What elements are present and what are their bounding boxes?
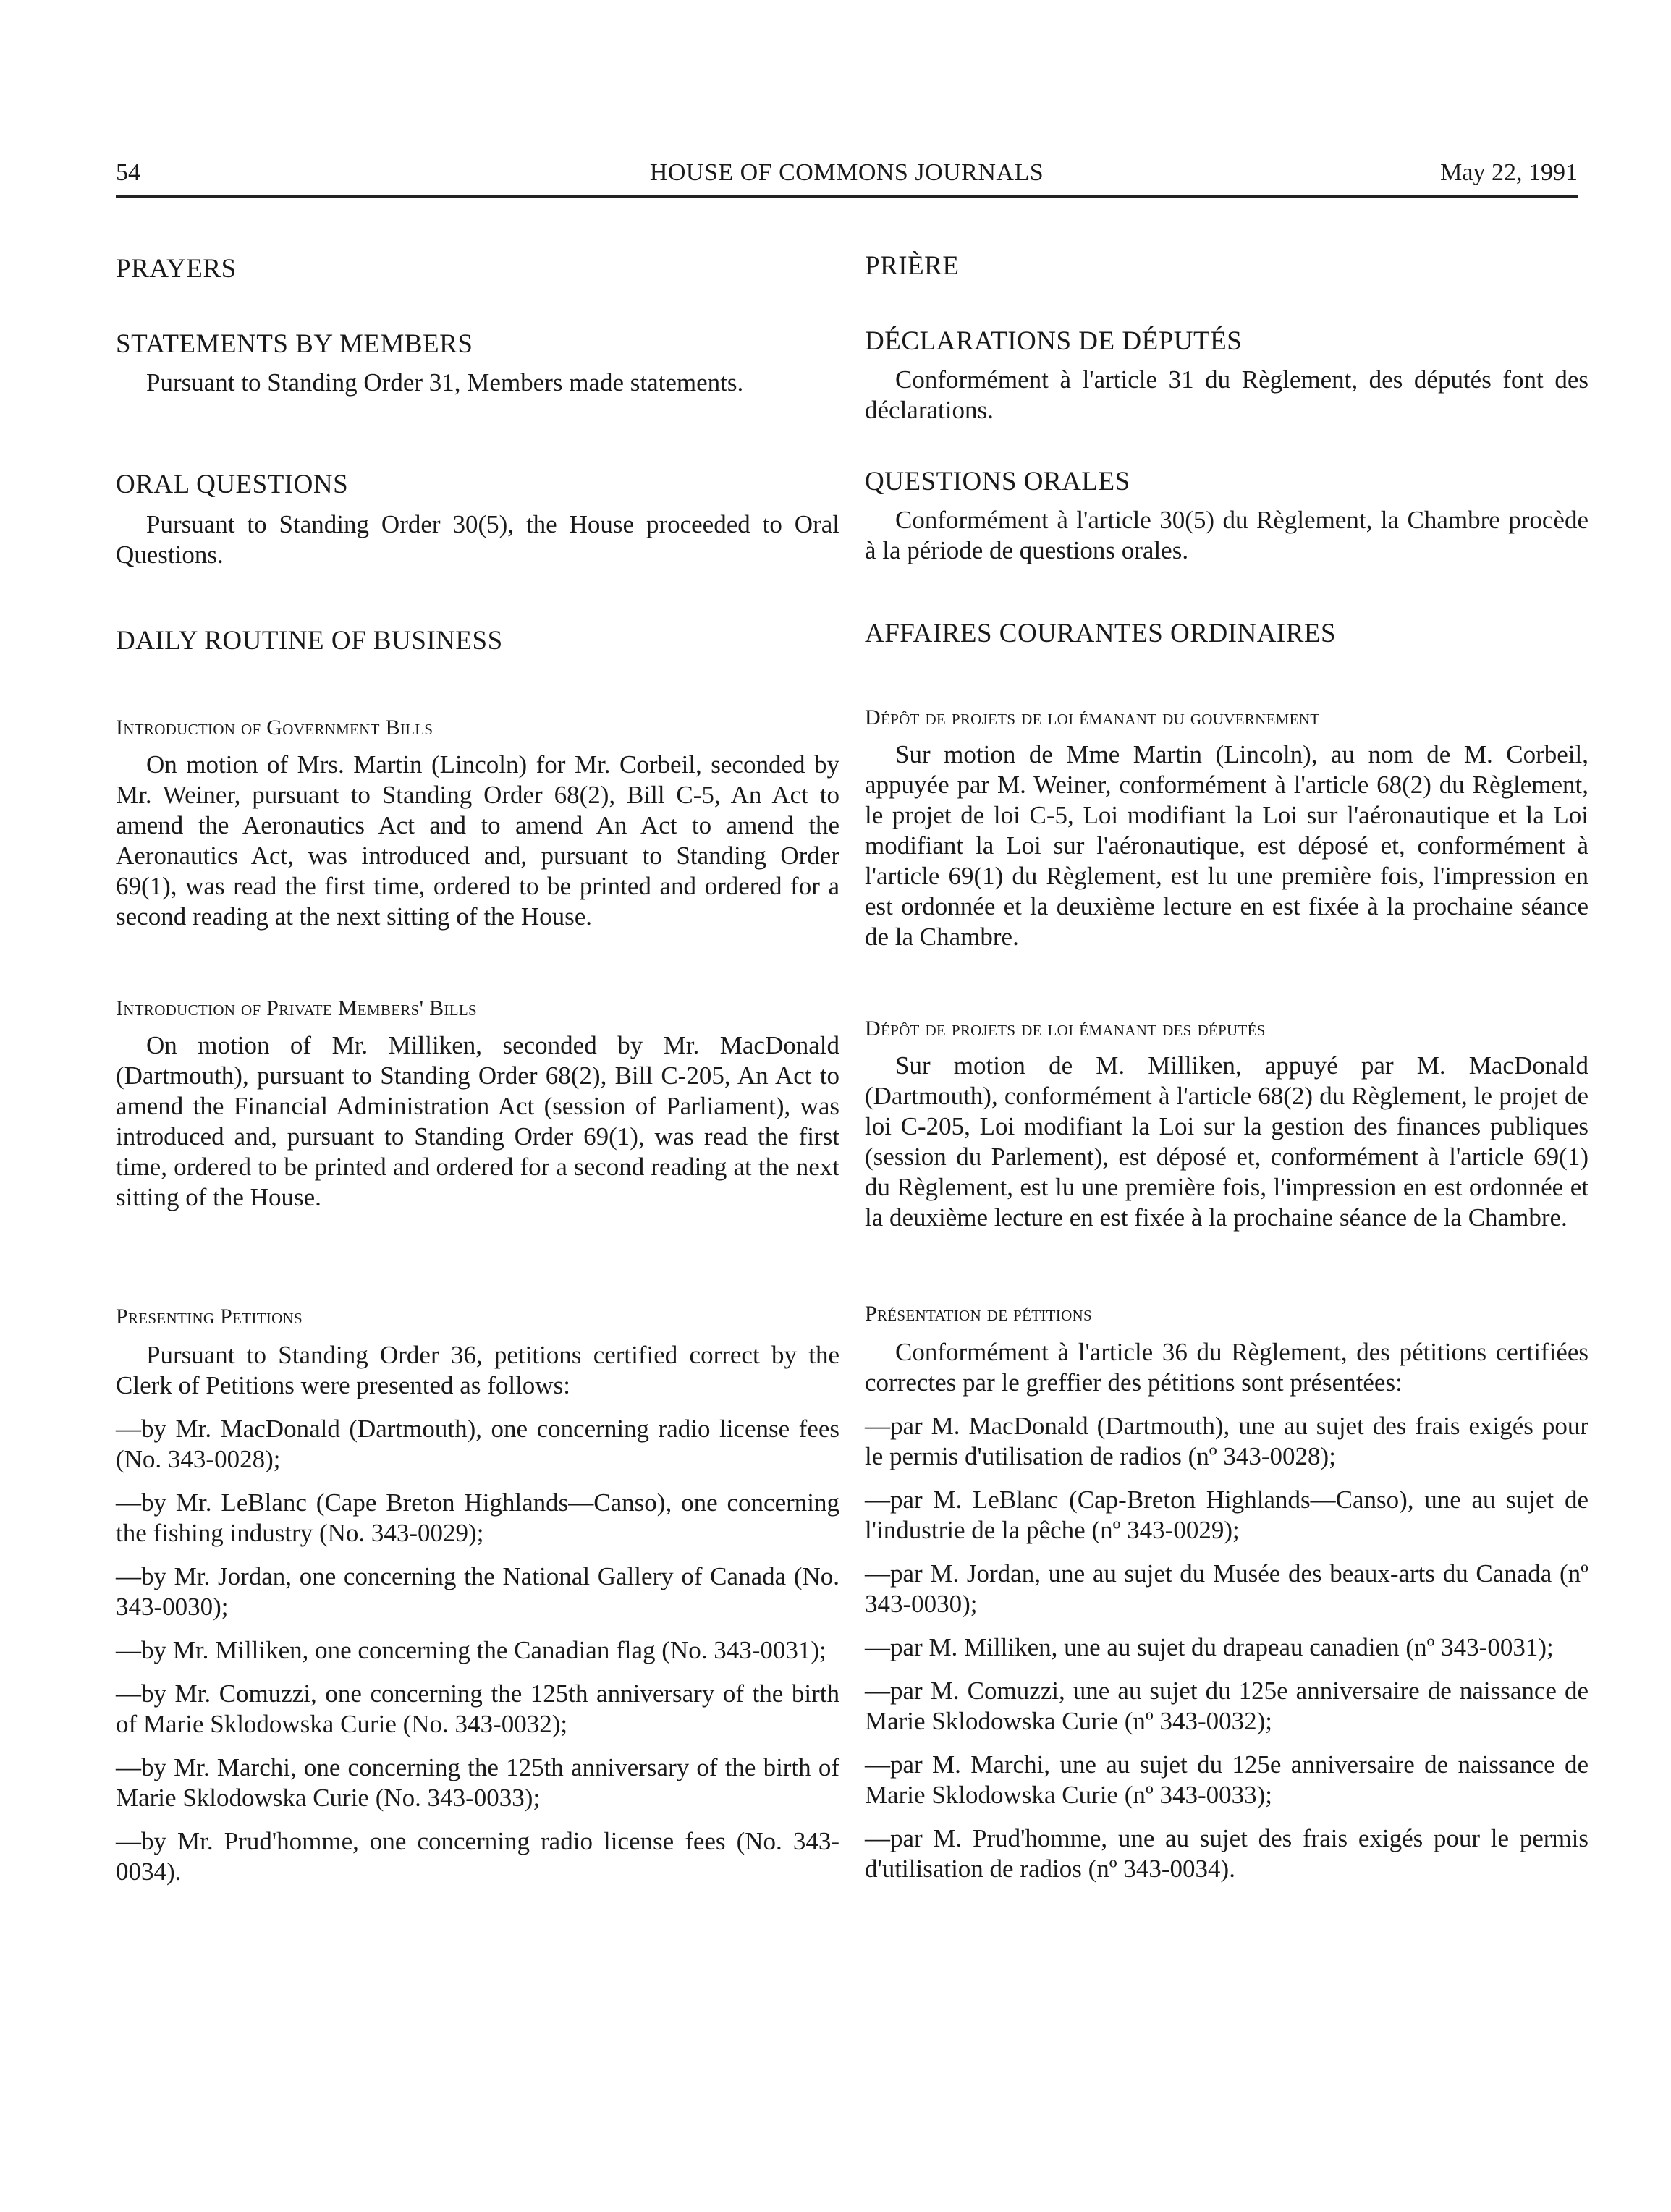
- petition-fr-item: —par M. LeBlanc (Cap-Breton Highlands—Canso), une au sujet de l'industrie de la pêche (nº 343-0029);: [865, 1486, 1588, 1544]
- petition-item: —by Mr. Milliken, one concerning the Canadian flag (No. 343-0031);: [116, 1636, 826, 1664]
- private-bills-heading: Introduction of Private Members' Bills: [116, 996, 477, 1020]
- priere-heading: PRIÈRE: [865, 251, 960, 281]
- petition-fr-item: —par M. Comuzzi, une au sujet du 125e anniversaire de naissance de Marie Sklodowska Curie (nº 343-0032);: [865, 1677, 1588, 1735]
- affaires-courantes-heading: AFFAIRES COURANTES ORDINAIRES: [865, 619, 1337, 648]
- petitions-fr-intro: Conformément à l'article 36 du Règlement, des pétitions certifiées correctes par le greffier des pétitions sont présentées:: [865, 1338, 1588, 1397]
- petition-fr-item: —par M. Prud'homme, une au sujet des frais exigés pour le permis d'utilisation de radios (nº 343-0034).: [865, 1824, 1588, 1883]
- daily-routine-heading: DAILY ROUTINE OF BUSINESS: [116, 626, 503, 656]
- petition-item: —by Mr. Prud'homme, one concerning radio license fees (No. 343-0034).: [116, 1827, 839, 1886]
- page-number: 54: [116, 159, 140, 186]
- petitions-fr-heading: Présentation de pétitions: [865, 1302, 1092, 1326]
- journal-title: HOUSE OF COMMONS JOURNALS: [649, 159, 1044, 186]
- declarations-heading: DÉCLARATIONS DE DÉPUTÉS: [865, 326, 1243, 356]
- petitions-intro: Pursuant to Standing Order 36, petitions certified correct by the Clerk of Petitions were presented as follows:: [116, 1341, 839, 1399]
- depot-gouvernement-heading: Dépôt de projets de loi émanant du gouvernement: [865, 705, 1320, 729]
- depot-deputes-heading: Dépôt de projets de loi émanant des députés: [865, 1017, 1266, 1041]
- petition-item: —by Mr. Marchi, one concerning the 125th anniversary of the birth of Marie Sklodowska Curie (No. 343-0033);: [116, 1753, 839, 1812]
- government-bills-text: On motion of Mrs. Martin (Lincoln) for Mr. Corbeil, seconded by Mr. Weiner, pursuant to Standing Order 68(2), Bill C-5, An Act to amend the Aeronautics Act and to amend An Act to amend the Aeronautics Act, was introduced and, pursuant to Standing Order 69(1), was read the first time, ordered to be printed and ordered for a second reading at the next sitting of the House.: [116, 750, 839, 931]
- petition-item: —by Mr. Jordan, one concerning the National Gallery of Canada (No. 343-0030);: [116, 1562, 839, 1621]
- petition-fr-item: —par M. MacDonald (Dartmouth), une au sujet des frais exigés pour le permis d'utilisation de radios (nº 343-0028);: [865, 1412, 1588, 1470]
- depot-deputes-text: Sur motion de M. Milliken, appuyé par M. MacDonald (Dartmouth), conformément à l'article 68(2) du Règlement, le projet de loi C-205, Loi modifiant la Loi sur la gestion des finances publiques (session du Parlement), est déposé et, conformément à l'article 69(1) du Règlement, est lu une première fois, l'impression en est ordonnée et la deuxième lecture en est fixée à la prochaine séance de la Chambre.: [865, 1051, 1588, 1232]
- petition-fr-item: —par M. Milliken, une au sujet du drapeau canadien (nº 343-0031);: [865, 1633, 1554, 1661]
- petition-item: —by Mr. Comuzzi, one concerning the 125th anniversary of the birth of Marie Sklodowska Curie (No. 343-0032);: [116, 1679, 839, 1738]
- statements-heading: STATEMENTS BY MEMBERS: [116, 329, 473, 359]
- english-column: [116, 232, 839, 1887]
- petition-item: —by Mr. LeBlanc (Cape Breton Highlands—Canso), one concerning the fishing industry (No. 343-0029);: [116, 1488, 839, 1547]
- journal-date: May 22, 1991: [1440, 159, 1578, 186]
- petitions-heading: Presenting Petitions: [116, 1305, 303, 1329]
- declarations-text: Conformément à l'article 31 du Règlement, des députés font des déclarations.: [865, 365, 1588, 424]
- page-header: [116, 159, 1578, 198]
- petition-fr-item: —par M. Jordan, une au sujet du Musée des beaux-arts du Canada (nº 343-0030);: [865, 1559, 1588, 1618]
- depot-gouvernement-text: Sur motion de Mme Martin (Lincoln), au nom de M. Corbeil, appuyée par M. Weiner, conformément à l'article 68(2) du Règlement, le projet de loi C-5, Loi modifiant la Loi sur l'aéronautique et la Loi modifiant la Loi sur l'aéronautique, est déposé et, conformément à l'article 69(1) du Règlement, est lu une première fois, l'impression en est ordonnée et la deuxième lecture en est fixée à la prochaine séance de la Chambre.: [865, 740, 1588, 951]
- statements-text: Pursuant to Standing Order 31, Members made statements.: [146, 368, 744, 397]
- questions-orales-text: Conformément à l'article 30(5) du Règlement, la Chambre procède à la période de questions orales.: [865, 506, 1588, 564]
- oral-questions-text: Pursuant to Standing Order 30(5), the House proceeded to Oral Questions.: [116, 510, 839, 569]
- questions-orales-heading: QUESTIONS ORALES: [865, 467, 1130, 496]
- government-bills-heading: Introduction of Government Bills: [116, 716, 433, 740]
- french-column: [865, 232, 1588, 1884]
- petition-fr-item: —par M. Marchi, une au sujet du 125e anniversaire de naissance de Marie Sklodowska Curie (nº 343-0033);: [865, 1750, 1588, 1809]
- petition-item: —by Mr. MacDonald (Dartmouth), one concerning radio license fees (No. 343-0028);: [116, 1415, 839, 1473]
- prayers-heading: PRAYERS: [116, 254, 237, 284]
- private-bills-text: On motion of Mr. Milliken, seconded by Mr. MacDonald (Dartmouth), pursuant to Standing Order 68(2), Bill C-205, An Act to amend the Financial Administration Act (session of Parliament), was introduced and, pursuant to Standing Order 69(1), was read the first time, ordered to be printed and ordered for a second reading at the next sitting of the House.: [116, 1031, 839, 1211]
- oral-questions-heading: ORAL QUESTIONS: [116, 470, 349, 499]
